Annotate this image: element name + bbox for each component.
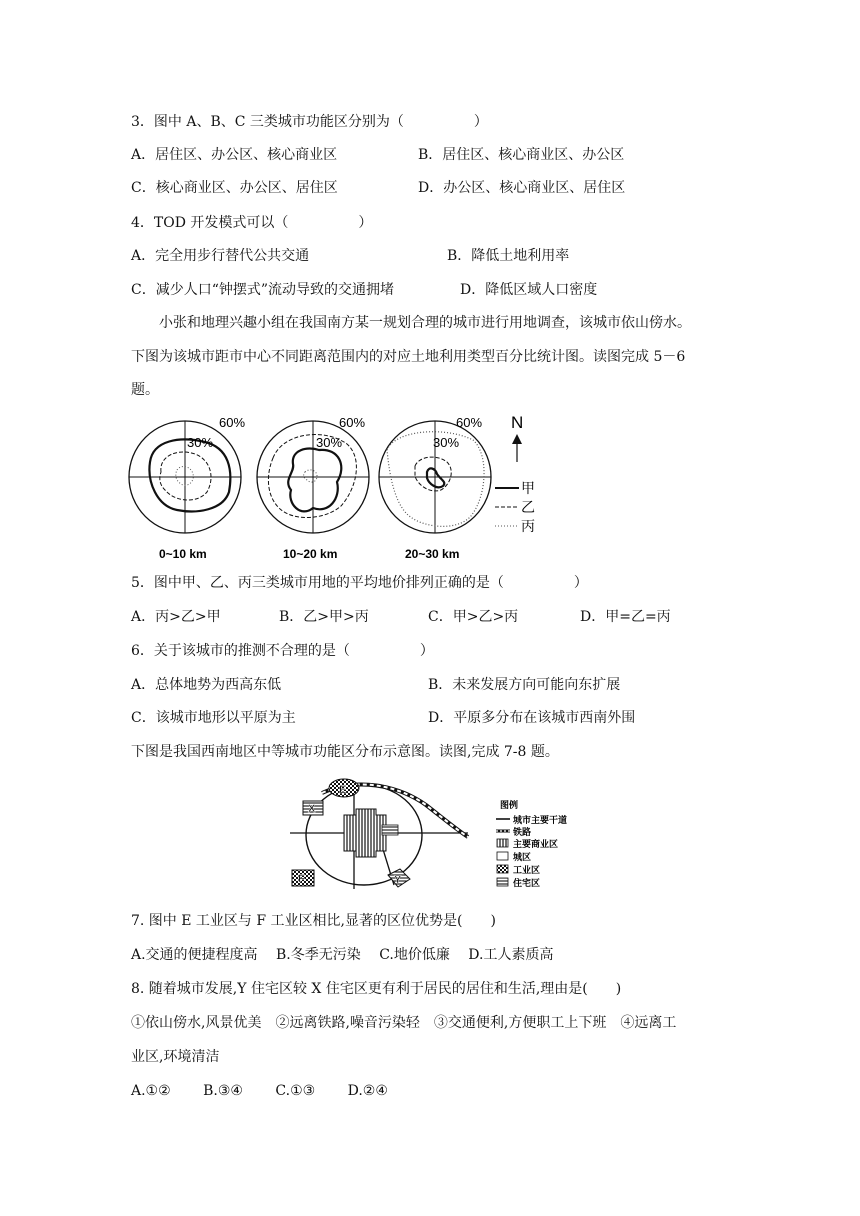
q3-option-b: B．居住区、核心商业区、办公区 <box>418 147 625 163</box>
q8-statements-line1: ①依山傍水,风景优美 ②远离铁路,噪音污染轻 ③交通便利,方便职工上下班 ④远离工 <box>131 1015 677 1031</box>
q6-option-a: A．总体地势为西高东低 <box>131 677 282 693</box>
intro56-line3: 题。 <box>131 382 159 398</box>
panel-label: 20~30 km <box>405 547 460 561</box>
urban-icon <box>497 852 508 860</box>
q7-stem: 7. 图中 E 工业区与 F 工业区相比,显著的区位优势是( ) <box>131 913 496 929</box>
north-label: N <box>511 413 524 432</box>
q4-stem: 4．TOD 开发模式可以（ ） <box>131 215 373 231</box>
figure1-legend <box>495 480 535 534</box>
residential-zone <box>382 825 398 835</box>
commercial-icon <box>497 839 508 847</box>
ring-30-label: 30% <box>316 435 343 450</box>
legend-yi: 乙 <box>521 499 535 515</box>
q8-stem: 8. 随着城市发展,Y 住宅区较 X 住宅区更有利于居民的居住和生活,理由是( ) <box>131 981 622 997</box>
legend-title: 图例 <box>500 800 519 810</box>
city-zone-map <box>286 775 576 900</box>
zone-f-label: F <box>298 873 305 885</box>
ring-30-label: 30% <box>433 435 460 450</box>
legend-bing: 丙 <box>521 518 535 534</box>
series-jia-curve <box>427 468 444 487</box>
series-jia-curve <box>288 449 341 512</box>
legend-railway: 铁路 <box>513 827 532 837</box>
legend-urban: 城区 <box>513 852 532 862</box>
q3-option-a: A．居住区、办公区、核心商业区 <box>131 147 338 163</box>
intro56-line2: 下图为该城市距市中心不同距离范围内的对应土地利用类型百分比统计图。读图完成 5－6 <box>131 349 686 365</box>
q3-stem: 3．图中 A、B、C 三类城市功能区分别为（ ） <box>131 114 488 130</box>
ring-60-label: 60% <box>339 415 366 430</box>
q5-stem: 5．图中甲、乙、丙三类城市用地的平均地价排列正确的是（ ） <box>131 575 588 591</box>
zone-x-label: X <box>308 803 316 815</box>
q4-option-b: B．降低土地利用率 <box>447 248 570 264</box>
q3-option-d: D．办公区、核心商业区、居住区 <box>418 180 626 196</box>
q4-option-d: D．降低区域人口密度 <box>460 282 598 298</box>
panel-0-10km <box>129 415 245 561</box>
legend-industrial: 工业区 <box>513 865 541 875</box>
q6-option-d: D．平原多分布在该城市西南外围 <box>428 710 636 726</box>
panel-10-20km <box>257 415 369 561</box>
q5-option-d: D．甲=乙=丙 <box>580 609 671 625</box>
panel-20-30km <box>379 415 491 561</box>
residential-icon <box>497 878 508 886</box>
ring-30-label: 30% <box>187 435 214 450</box>
north-arrow-icon <box>511 413 523 462</box>
ring-60-label: 60% <box>456 415 483 430</box>
q5-option-c: C．甲>乙>丙 <box>428 609 519 625</box>
landuse-figure <box>125 410 545 562</box>
q6-option-b: B．未来发展方向可能向东扩展 <box>428 677 621 693</box>
intro56-line1: 小张和地理兴趣小组在我国南方某一规划合理的城市进行用地调查，该城市依山傍水。 <box>159 315 691 331</box>
q7-options: A.交通的便捷程度高 B.冬季无污染 C.地价低廉 D.工人素质高 <box>131 947 554 963</box>
zone-e-label: E <box>339 784 347 796</box>
q5-option-a: A．丙>乙>甲 <box>131 609 221 625</box>
q6-stem: 6．关于该城市的推测不合理的是（ ） <box>131 643 434 659</box>
series-jia-curve <box>149 439 230 511</box>
zone-y-label: Y <box>394 874 402 886</box>
legend-commercial: 主要商业区 <box>513 839 559 849</box>
q3-option-c: C．核心商业区、办公区、居住区 <box>131 180 338 196</box>
q6-option-c: C．该城市地形以平原为主 <box>131 710 296 726</box>
industrial-icon <box>497 865 508 873</box>
q8-statements-line2: 业区,环境清洁 <box>131 1049 220 1065</box>
q4-option-c: C．减少人口“钟摆式”流动导致的交通拥堵 <box>131 282 395 298</box>
legend-jia: 甲 <box>521 480 535 496</box>
ring-60-label: 60% <box>219 415 246 430</box>
q8-options: A.①② B.③④ C.①③ D.②④ <box>131 1083 388 1099</box>
legend-road: 城市主要干道 <box>513 815 568 825</box>
q4-option-a: A．完全用步行替代公共交通 <box>131 248 310 264</box>
series-yi-curve <box>268 435 356 518</box>
panel-label: 0~10 km <box>159 547 207 561</box>
panel-label: 10~20 km <box>283 547 338 561</box>
intro78: 下图是我国西南地区中等城市功能区分布示意图。读图,完成 7-8 题。 <box>131 744 559 760</box>
figure2-legend <box>496 799 567 888</box>
series-bing-curve <box>304 470 317 482</box>
commercial-zone <box>344 809 386 857</box>
legend-residential: 住宅区 <box>513 878 541 888</box>
q5-option-b: B．乙>甲>丙 <box>279 609 369 625</box>
